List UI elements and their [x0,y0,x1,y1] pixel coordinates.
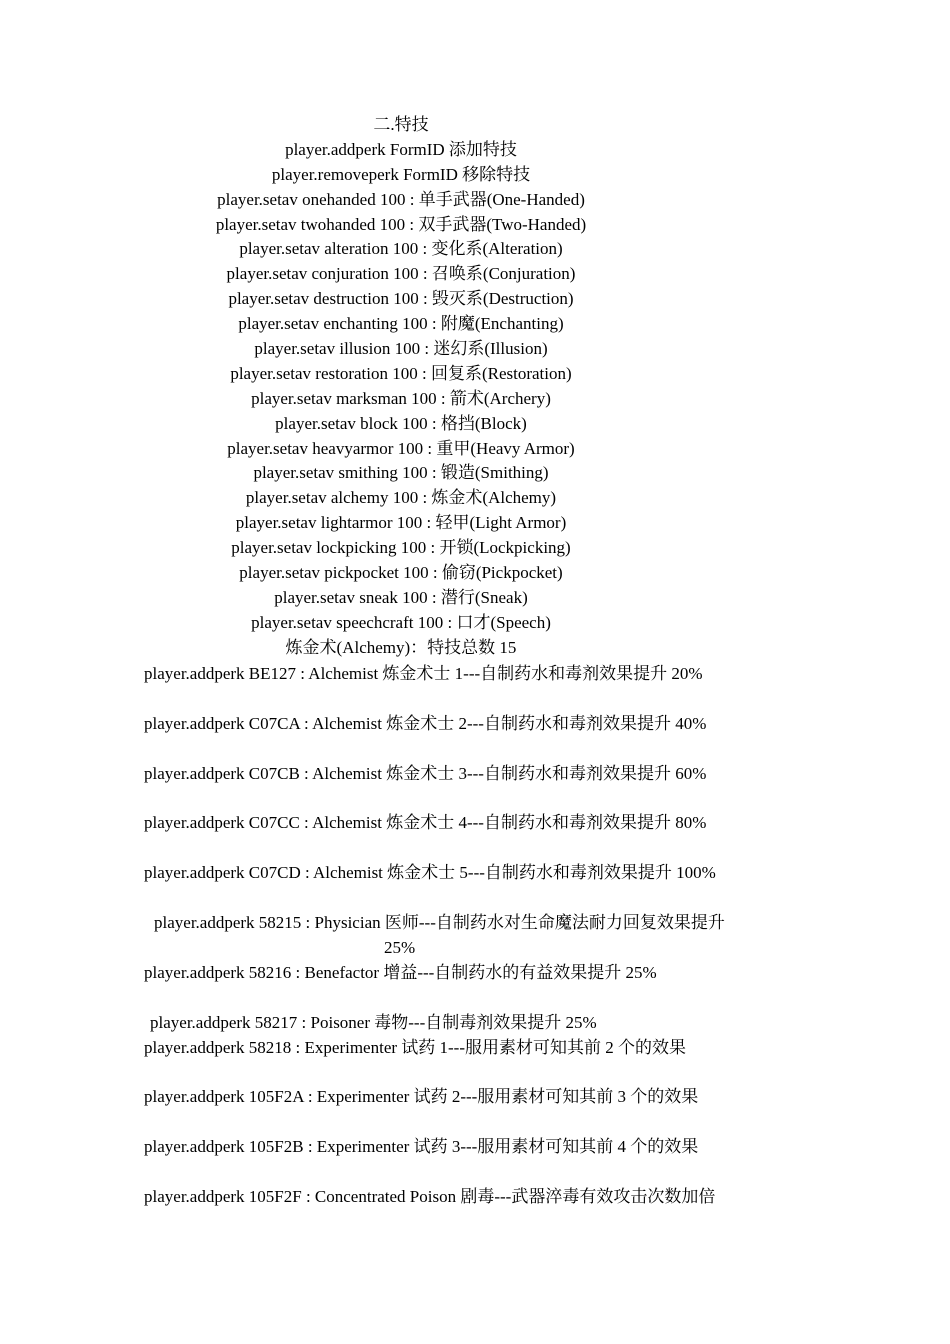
command-line: player.setav marksman 100 : 箭术(Archery) [251,388,551,408]
command-line: player.setav heavyarmor 100 : 重甲(Heavy Armor) [227,438,575,458]
perk-line: player.addperk 105F2A : Experimenter 试药 2---服用素材可知其前 3 个的效果 [144,1087,699,1107]
perk-line: player.addperk 58215 : Physician 医师---自制药水对生命魔法耐力回复效果提升 [154,912,725,932]
command-line: player.setav enchanting 100 : 附魔(Enchanting) [238,314,564,334]
alchemy-summary: 炼金术(Alchemy)：特技总数 15 [285,637,517,657]
perk-line: player.addperk 58218 : Experimenter 试药 1---服用素材可知其前 2 个的效果 [144,1037,687,1057]
command-line: player.setav smithing 100 : 锻造(Smithing) [253,463,549,483]
command-line: player.setav twohanded 100 : 双手武器(Two-Handed) [215,214,587,234]
perk-line: player.addperk 58217 : Poisoner 毒物---自制毒剂效果提升 25% [150,1012,597,1032]
perk-line: player.addperk C07CD : Alchemist 炼金术士 5---自制药水和毒剂效果提升 100% [144,863,716,883]
perk-line-continuation: 25% [384,937,416,957]
perk-line: player.addperk C07CC : Alchemist 炼金术士 4---自制药水和毒剂效果提升 80% [144,813,707,833]
command-line: player.setav lightarmor 100 : 轻甲(Light Armor) [235,513,567,533]
command-line: player.setav restoration 100 : 回复系(Restoration) [230,363,572,383]
command-line: player.setav lockpicking 100 : 开锁(Lockpicking) [231,538,571,558]
perk-line: player.addperk 58216 : Benefactor 增益---自制药水的有益效果提升 25% [144,962,657,982]
command-line: player.setav pickpocket 100 : 偷窃(Pickpocket) [239,563,563,583]
command-line: player.setav conjuration 100 : 召唤系(Conjuration) [226,264,576,284]
perk-line: player.addperk C07CA : Alchemist 炼金术士 2---自制药水和毒剂效果提升 40% [144,713,707,733]
command-line: player.setav onehanded 100 : 单手武器(One-Handed) [217,189,585,209]
command-line: player.removeperk FormID 移除特技 [271,164,531,184]
perk-line: player.addperk C07CB : Alchemist 炼金术士 3---自制药水和毒剂效果提升 60% [144,763,707,783]
command-line: player.setav illusion 100 : 迷幻系(Illusion) [254,339,548,359]
command-list [0,113,802,661]
perk-line: player.addperk 105F2F : Concentrated Poison 剧毒---武器淬毒有效攻击次数加倍 [144,1186,716,1206]
command-line: player.setav destruction 100 : 毁灭系(Destruction) [228,289,574,309]
command-line: player.addperk FormID 添加特技 [285,139,517,159]
perk-line: player.addperk BE127 : Alchemist 炼金术士 1---自制药水和毒剂效果提升 20% [144,664,703,683]
command-line: player.setav sneak 100 : 潜行(Sneak) [274,587,528,607]
command-line: player.setav speechcraft 100 : 口才(Speech) [251,612,551,632]
perk-line: player.addperk 105F2B : Experimenter 试药 3---服用素材可知其前 4 个的效果 [144,1137,699,1157]
section-heading: 二.特技 [373,115,429,134]
command-line: player.setav block 100 : 格挡(Block) [275,413,527,433]
command-line: player.setav alteration 100 : 变化系(Alteration) [239,239,563,259]
command-line: player.setav alchemy 100 : 炼金术(Alchemy) [245,488,557,508]
perk-list [144,662,904,1210]
